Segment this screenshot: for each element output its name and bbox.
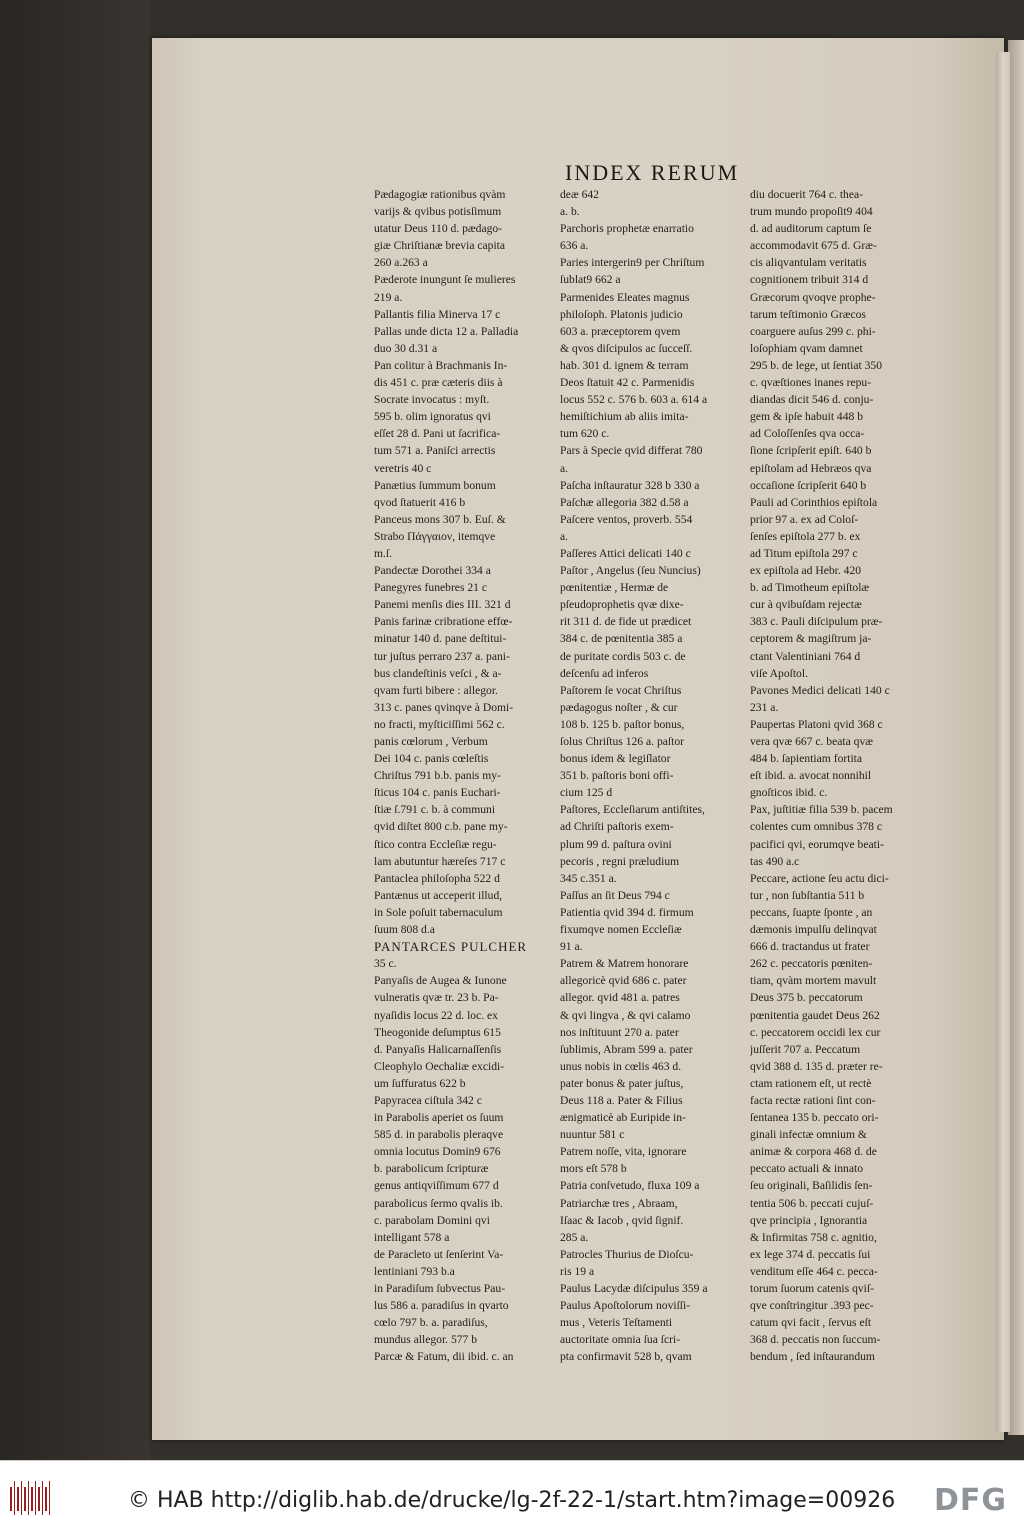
index-line: Socrate invocatus : myſt. (374, 393, 490, 407)
index-line: coarguere auſus 299 c. phi- (750, 324, 876, 338)
index-line: Panætius ſummum bonum (374, 478, 496, 492)
index-line: viſe Apoſtol. (750, 666, 808, 680)
index-line: ex epiſtola ad Hebr. 420 (750, 564, 862, 578)
index-line: Patientia qvid 394 d. firmum (560, 905, 694, 919)
index-line: deæ 642 (560, 188, 599, 201)
index-line: pecoris , regni præludium (560, 854, 680, 868)
index-line: animæ & corpora 468 d. de (750, 1145, 877, 1159)
index-line: b. parabolicum ſcripturæ (374, 1162, 489, 1176)
index-line: panis cœlorum , Verbum (374, 735, 488, 748)
index-line: qvod ſtatuerit 416 b (374, 495, 466, 509)
index-line: Panis farinæ cribratione effœ- (374, 615, 513, 629)
index-line: de Paracleto ut ſenſerint Va- (374, 1247, 504, 1261)
copyright-link[interactable]: © HAB http://diglib.hab.de/drucke/lg-2f-22-1/start.htm?image=00926 (128, 1488, 896, 1513)
index-line: nuuntur 581 c (560, 1128, 625, 1142)
index-line: 219 a. (374, 290, 403, 304)
index-line: plum 99 d. paſtura ovini (560, 837, 672, 851)
index-line: ſione ſcripſerit epiſt. 640 b (750, 444, 872, 458)
index-line: venditum eſſe 464 c. pecca- (750, 1264, 878, 1278)
index-line: Strabo Πάγγαιον, itemqve (374, 529, 496, 543)
index-line: ceptorem & magiſtrum ja- (750, 632, 872, 646)
index-line: c. qvæſtiones inanes repu- (750, 376, 872, 390)
index-line: ſublimis, Abram 599 a. pater (560, 1042, 693, 1056)
index-line: tur juſtus perraro 237 a. pani- (374, 649, 510, 663)
index-line: gnoſticos ibid. c. (750, 786, 828, 800)
index-line: Paupertas Platoni qvid 368 c (750, 717, 883, 731)
index-line: & Infirmitas 758 c. agnitio, (750, 1230, 877, 1244)
index-line: epiſtolam ad Hebræos qva (750, 461, 872, 475)
index-line: Paſcha inſtauratur 328 b 330 a (560, 478, 700, 492)
index-line: ſuum 808 d.a (374, 923, 435, 937)
index-line: Dei 104 c. panis cœleſtis (374, 752, 489, 766)
index-line: tiam, qvàm mortem mavult (750, 974, 877, 988)
index-line: locus 552 c. 576 b. 603 a. 614 a (560, 393, 708, 407)
index-line: vera qvæ 667 c. beata qvæ (750, 735, 873, 748)
index-line: qvam furti bibere : allegor. (374, 683, 498, 697)
index-line: parabolicus ſermo qvalis ib. (374, 1196, 503, 1210)
index-line: a. (560, 461, 569, 475)
index-line: in Parabolis aperiet os ſuum (374, 1111, 504, 1125)
index-line: Paſtorem ſe vocat Chriſtus (560, 683, 682, 697)
index-line: Panemi menſis dies III. 321 d (374, 598, 511, 612)
index-line: peccans, ſuapte ſponte , an (750, 905, 873, 919)
index-line: Græcorum qvoqve prophe- (750, 290, 876, 304)
index-line: d. ad auditorum captum ſe (750, 222, 872, 236)
index-column-2 (560, 186, 740, 1365)
index-line: Paulus Apoſtolorum noviſſi- (560, 1299, 691, 1313)
index-line: diandas dicit 546 d. conju- (750, 393, 874, 407)
index-line: veretris 40 c (374, 461, 432, 475)
index-column-3 (750, 186, 918, 1365)
index-line: Paſtores, Eccleſiarum antiſtites, (560, 803, 705, 817)
index-line: allegoricè qvid 686 c. pater (560, 974, 687, 988)
index-line: 351 b. paſtoris boni offi- (560, 769, 674, 783)
index-line: colentes cum omnibus 378 c (750, 820, 883, 834)
index-line: torum ſuorum catenis qviſ- (750, 1282, 874, 1295)
page-edge (996, 52, 1010, 1432)
index-line: pœnitentia gaudet Deus 262 (750, 1008, 880, 1022)
page-stack-edge (1008, 40, 1024, 1435)
index-line: mors eſt 578 b (560, 1162, 627, 1176)
index-line: qvid diſtet 800 c.b. pane my- (374, 820, 508, 834)
index-line: Paſcere ventos, proverb. 554 (560, 512, 693, 526)
index-line: Deus 118 a. Pater & Filius (560, 1093, 683, 1107)
index-line: pta confirmavit 528 b, qvam (560, 1350, 692, 1364)
index-line: Pæderote inungunt ſe mulieres (374, 273, 516, 287)
index-line: pater bonus & pater juſtus, (560, 1076, 684, 1090)
index-line: Iſaac & Iacob , qvid ſignif. (560, 1213, 684, 1227)
index-line: & qvi lingva , & qvi calamo (560, 1008, 691, 1022)
index-line: lam abutuntur hæreſes 717 c (374, 854, 506, 868)
index-line: Paulus Lacydæ diſcipulus 359 a (560, 1282, 708, 1295)
index-line: philoſoph. Platonis judicio (560, 307, 683, 321)
index-line: tum 571 a. Paniſci arrectis (374, 444, 496, 458)
index-line: Pax, juſtitiæ filia 539 b. pacem (750, 803, 893, 817)
index-line: pœnitentiæ , Hermæ de (560, 581, 669, 595)
index-line: Patrem noſſe, vita, ignorare (560, 1145, 687, 1159)
index-line: 91 a. (560, 940, 583, 954)
index-line: Parmenides Eleates magnus (560, 290, 690, 304)
index-line: Parcæ & Fatum, dii ibid. c. an (374, 1350, 514, 1364)
index-line: m.ſ. (374, 546, 393, 560)
index-line: no fracti, myſticiſſimi 562 c. (374, 717, 505, 731)
index-line: in Sole poſuit tabernaculum (374, 905, 503, 919)
index-line: 585 d. in parabolis pleraqve (374, 1128, 504, 1142)
index-line: eſſet 28 d. Pani ut ſacrifica- (374, 427, 501, 441)
index-line: Paries intergerin9 per Chriſtum (560, 256, 705, 270)
index-line: de puritate cordis 503 c. de (560, 649, 686, 663)
index-line: PANTARCES PULCHER (374, 939, 528, 955)
index-line: 313 c. panes qvinqve à Domi- (374, 700, 514, 714)
index-line: Deus 375 b. peccatorum (750, 991, 863, 1005)
index-line: 262 c. peccatoris pœniten- (750, 957, 873, 971)
index-line: Pars à Specie qvid differat 780 (560, 444, 703, 458)
index-line: ſenſes epiſtola 277 b. ex (750, 529, 861, 543)
index-line: qvid 388 d. 135 d. præter re- (750, 1059, 883, 1073)
index-line: Pandectæ Dorothei 334 a (374, 564, 491, 578)
index-line: dæmonis impulſu delinqvat (750, 923, 877, 937)
index-line: ſublat9 662 a (560, 273, 621, 287)
index-line: Peccare, actione ſeu actu dici- (750, 871, 889, 885)
index-line: 603 a. præceptorem qvem (560, 324, 681, 338)
index-line: bus clandeſtinis veſci , & a- (374, 666, 502, 680)
index-line: trum mundo propoſit9 404 (750, 205, 873, 219)
index-line: cium 125 d (560, 786, 613, 800)
index-line: eſt ibid. a. avocat nonnihil (750, 769, 872, 783)
index-line: um ſuffuratus 622 b (374, 1076, 466, 1090)
index-line: Pauli ad Corinthios epiſtola (750, 495, 878, 509)
index-line: genus antiqviſſimum 677 d (374, 1179, 499, 1193)
index-line: pædagogus noſter , & cur (560, 700, 678, 714)
index-line: occaſione ſcripſerit 640 b (750, 478, 867, 492)
index-line: tum 620 c. (560, 427, 610, 441)
index-line: 285 a. (560, 1230, 589, 1244)
index-line: 260 a.263 a (374, 256, 428, 270)
index-line: Paſchæ allegoria 382 d.58 a (560, 495, 689, 509)
index-line: a. b. (560, 205, 580, 219)
index-line: cur à qvibuſdam rejectæ (750, 598, 862, 612)
index-line: fixumqve nomen Eccleſiæ (560, 923, 682, 937)
index-line: 231 a. (750, 700, 779, 714)
index-line: Pavones Medici delicati 140 c (750, 683, 890, 697)
index-line: intelligant 578 a (374, 1230, 450, 1244)
index-line: qve principia , Ignorantia (750, 1213, 868, 1227)
index-line: giæ Chriſtianæ brevia capita (374, 239, 506, 253)
page-heading: INDEX RERUM (565, 160, 740, 185)
index-line: peccato actuali & innato (750, 1162, 863, 1176)
index-line: accommodavit 675 d. Græ- (750, 239, 877, 253)
index-line: Chriſtus 791 b.b. panis my- (374, 769, 501, 783)
index-line: unus nobis in cœlis 463 d. (560, 1059, 682, 1073)
library-barcode-icon (10, 1481, 50, 1515)
index-line: varijs & qvibus potisſimum (374, 205, 502, 219)
index-line: Paſſus an ſit Deus 794 c (560, 888, 670, 902)
index-line: 35 c. (374, 957, 397, 971)
index-line: Pantaclea philoſopha 522 d (374, 871, 500, 885)
index-line: hemiſtichium ab aliis imita- (560, 410, 689, 424)
index-line: cœlo 797 b. a. paradiſus, (374, 1316, 488, 1330)
index-line: catum qvi facit , ſervus eſt (750, 1316, 872, 1330)
index-line: qve conſtringitur .393 pec- (750, 1299, 874, 1313)
index-line: Pallantis filia Minerva 17 c (374, 307, 501, 321)
index-line: b. ad Timotheum epiſtolæ (750, 581, 870, 595)
index-line: bendum , ſed inſtaurandum (750, 1350, 875, 1364)
index-line: ris 19 a (560, 1264, 595, 1278)
index-line: nos inſtituunt 270 a. pater (560, 1025, 679, 1039)
index-line: ctant Valentiniani 764 d (750, 649, 861, 663)
index-line: ſticus 104 c. panis Euchari- (374, 786, 501, 800)
index-line: ſtico contra Eccleſiæ regu- (374, 837, 497, 851)
index-line: nyaſidis locus 22 d. loc. ex (374, 1008, 498, 1022)
index-line: prior 97 a. ex ad Coloſ- (750, 512, 859, 526)
index-line: 108 b. 125 b. paſtor bonus, (560, 717, 685, 731)
index-line: minatur 140 d. pane deſtitui- (374, 632, 507, 646)
index-line: Theogonide deſumptus 615 (374, 1025, 501, 1039)
index-line: gem & ipſe habuit 448 b (750, 410, 864, 424)
index-line: 484 b. ſapientiam fortita (750, 752, 863, 766)
index-line: Pan colitur à Brachmanis In- (374, 358, 508, 372)
index-line: rit 311 d. de fide ut prædicet (560, 615, 692, 629)
viewer-footer (0, 1460, 1024, 1530)
index-line: 666 d. tractandus ut frater (750, 940, 870, 954)
index-line: vulneratis qvæ tr. 23 b. Pa- (374, 991, 499, 1005)
index-line: Panceus mons 307 b. Euſ. & (374, 512, 506, 526)
index-line: Patrem & Matrem honorare (560, 957, 689, 971)
index-line: in Paradiſum ſubvectus Pau- (374, 1282, 506, 1295)
index-line: ex lege 374 d. peccatis ſui (750, 1247, 871, 1261)
index-line: 368 d. peccatis non ſuccum- (750, 1333, 881, 1347)
index-line: facta rectæ rationi ſint con- (750, 1093, 876, 1107)
index-line: 295 b. de lege, ut ſentiat 350 (750, 358, 883, 372)
index-line: Pædagogiæ rationibus qvàm (374, 188, 506, 201)
index-line: ænigmaticè ab Euripide in- (560, 1111, 686, 1125)
index-line: mundus allegor. 577 b (374, 1333, 478, 1347)
index-line: ſtiæ ſ.791 c. b. à communi (374, 803, 496, 817)
index-line: diu docuerit 764 c. thea- (750, 188, 863, 201)
index-line: mus , Veteris Teſtamenti (560, 1316, 673, 1330)
index-line: Pallas unde dicta 12 a. Palladia (374, 324, 519, 338)
index-line: Cleophylo Oechaliæ excidi- (374, 1059, 505, 1073)
index-line: pſeudoprophetis qvæ dixe- (560, 598, 684, 612)
index-line: utatur Deus 110 d. pædago- (374, 222, 503, 236)
index-line: cis aliqvantulam veritatis (750, 256, 867, 270)
index-line: hab. 301 d. ignem & terram (560, 358, 689, 372)
index-line: Pantænus ut acceperit illud, (374, 888, 503, 902)
index-line: a. (560, 529, 569, 543)
index-line: c. peccatorem occidi lex cur (750, 1025, 881, 1039)
index-column-1 (374, 186, 544, 1365)
index-line: bonus idem & legiſlator (560, 752, 671, 766)
index-line: omnia locutus Domin9 676 (374, 1145, 501, 1159)
index-line: & qvos diſcipulos ac ſucceſſ. (560, 341, 693, 355)
index-line: auctoritate omnia ſua ſcri- (560, 1333, 681, 1347)
index-line: tarum teſtimonio Græcos (750, 307, 866, 321)
index-line: allegor. qvid 481 a. patres (560, 991, 680, 1005)
index-line: 595 b. olim ignoratus qvi (374, 410, 491, 424)
index-line: duo 30 d.31 a (374, 341, 438, 355)
index-line: ginali infectæ omnium & (750, 1128, 867, 1142)
index-line: ad Titum epiſtola 297 c (750, 546, 858, 560)
facing-page-shadow (0, 0, 150, 1460)
index-line: pacifici qvi, eorumqve beati- (750, 837, 884, 851)
index-line: c. parabolam Domini qvi (374, 1213, 490, 1227)
index-line: Panyaſis de Augea & Iunone (374, 974, 507, 988)
index-line: d. Panyaſis Halicarnaſſenſis (374, 1042, 502, 1056)
index-line: loſophiam qvam damnet (750, 341, 863, 355)
index-line: lentiniani 793 b.a (374, 1264, 455, 1278)
index-line: 383 c. Pauli diſcipulum præ- (750, 615, 883, 629)
index-line: tentia 506 b. peccati cujuſ- (750, 1196, 874, 1210)
index-line: dis 451 c. præ cæteris diis à (374, 376, 503, 390)
index-line: tur , non ſubſtantia 511 b (750, 888, 865, 902)
index-line: ad Coloſſenſes qva occa- (750, 427, 865, 441)
index-line: Patria conſvetudo, fluxa 109 a (560, 1179, 700, 1193)
index-line: Parchoris prophetæ enarratio (560, 222, 694, 236)
index-line: Paſſeres Attici delicati 140 c (560, 546, 691, 560)
index-line: ctam rationem eſt, ut rectè (750, 1076, 872, 1090)
index-line: ſeu originali, Baſilidis ſen- (750, 1179, 873, 1193)
index-line: 345 c.351 a. (560, 871, 617, 885)
index-line: Patriarchæ tres , Abraam, (560, 1196, 678, 1210)
index-line: Papyracea ciſtula 342 c (374, 1093, 482, 1107)
index-line: cognitionem tribuit 314 d (750, 273, 869, 287)
index-line: ad Chriſti paſtoris exem- (560, 820, 674, 834)
index-line: ſentanea 135 b. peccato ori- (750, 1111, 879, 1125)
dfg-logo: DFG (934, 1483, 1008, 1518)
index-line: juſſerit 707 a. Peccatum (750, 1042, 861, 1056)
index-line: Paſtor , Angelus (ſeu Nuncius) (560, 564, 701, 578)
index-line: Deos ſtatuit 42 c. Parmenidis (560, 376, 695, 390)
index-line: Patrocles Thurius de Dioſcu- (560, 1247, 694, 1261)
index-line: deſcenſu ad inferos (560, 666, 649, 680)
index-line: 384 c. de pœnitentia 385 a (560, 632, 683, 646)
index-line: 636 a. (560, 239, 589, 253)
index-line: Panegyres funebres 21 c (374, 581, 487, 595)
index-line: ſolus Chriſtus 126 a. paſtor (560, 735, 684, 748)
index-line: lus 586 a. paradiſus in qvarto (374, 1299, 509, 1313)
index-line: tas 490 a.c (750, 854, 800, 868)
